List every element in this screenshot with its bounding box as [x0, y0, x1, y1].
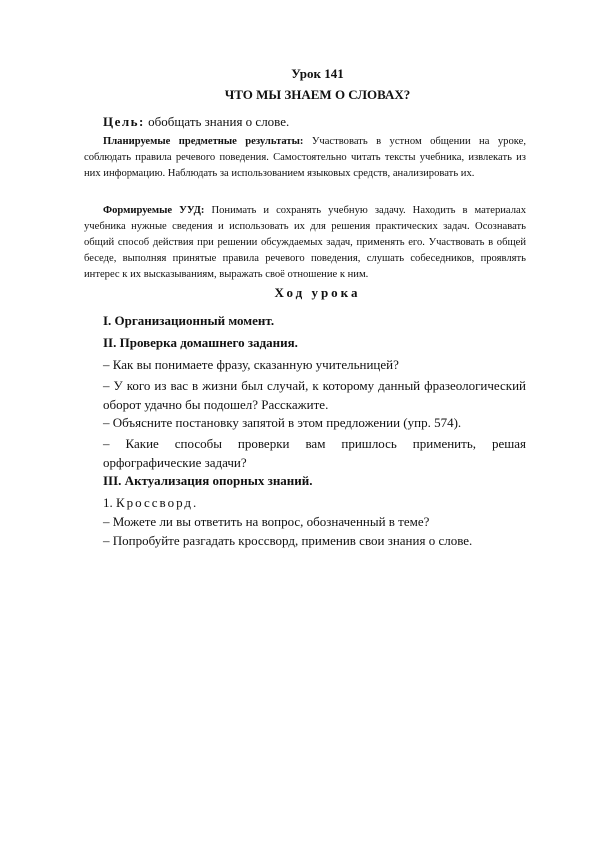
- crossword-item-number: 1.: [103, 495, 116, 510]
- homework-question-2: [103, 376, 526, 414]
- homework-question-4-line-2: орфографические задачи?: [103, 455, 247, 470]
- goal-text: обобщать знания о слове.: [144, 114, 290, 129]
- course-heading: Ход урока: [274, 285, 361, 300]
- homework-question-1: – Как вы понимаете фразу, сказанную учительницей?: [103, 357, 399, 372]
- actualization-question-2: – Попробуйте разгадать кроссворд, применив свои знания о слове.: [103, 533, 473, 548]
- homework-question-3: – Объясните постановку запятой в этом предложении (упр. 574).: [103, 415, 462, 430]
- crossword-item: [103, 495, 198, 511]
- homework-question-4: [103, 434, 526, 472]
- section-actualization: III. Актуализация опорных знаний.: [103, 473, 313, 488]
- planned-results-text: Участвовать в устном общении на уроке, соблюдать правила речевого поведения. Самостоятельно читать тексты учебника, извлекать из них информацию. Наблюдать за использованием языковых средств, анализировать их.: [84, 136, 526, 179]
- homework-question-4-line-1: – Какие способы проверки вам пришлось применить, решая: [103, 436, 526, 451]
- planned-results-label: Планируемые предметные результаты:: [103, 136, 304, 147]
- actualization-question-1: – Можете ли вы ответить на вопрос, обозначенный в теме?: [103, 514, 430, 529]
- homework-question-2-line-2: оборот удачно бы подошел? Расскажите.: [103, 397, 329, 412]
- section-homework-check: II. Проверка домашнего задания.: [103, 335, 298, 350]
- section-organizational: I. Организационный момент.: [103, 313, 275, 328]
- goal-label: Цель:: [103, 114, 145, 129]
- lesson-number: Урок 141: [291, 66, 344, 81]
- uud-paragraph: [84, 203, 526, 283]
- lesson-title: ЧТО МЫ ЗНАЕМ О СЛОВАХ?: [224, 87, 411, 102]
- homework-question-2-line-1: – У кого из вас в жизни был случай, к которому данный фразеологический: [103, 378, 526, 393]
- uud-text: Понимать и сохранять учебную задачу. Находить в материалах учебника нужные сведения и использовать их для решения практических задач. Осознавать общий способ действия при решении обсуждаемых задач, применять его. Участвовать в общей беседе, выполняя принятые правила речевого поведения, слушать собеседников, проявлять интерес к их высказываниям, выражать своё отношение к ним.: [84, 205, 526, 280]
- uud-label: Формируемые УУД:: [103, 205, 205, 216]
- lesson-goal: [103, 114, 289, 130]
- planned-results-paragraph: [84, 134, 526, 182]
- crossword-item-label: Кроссворд.: [116, 495, 199, 510]
